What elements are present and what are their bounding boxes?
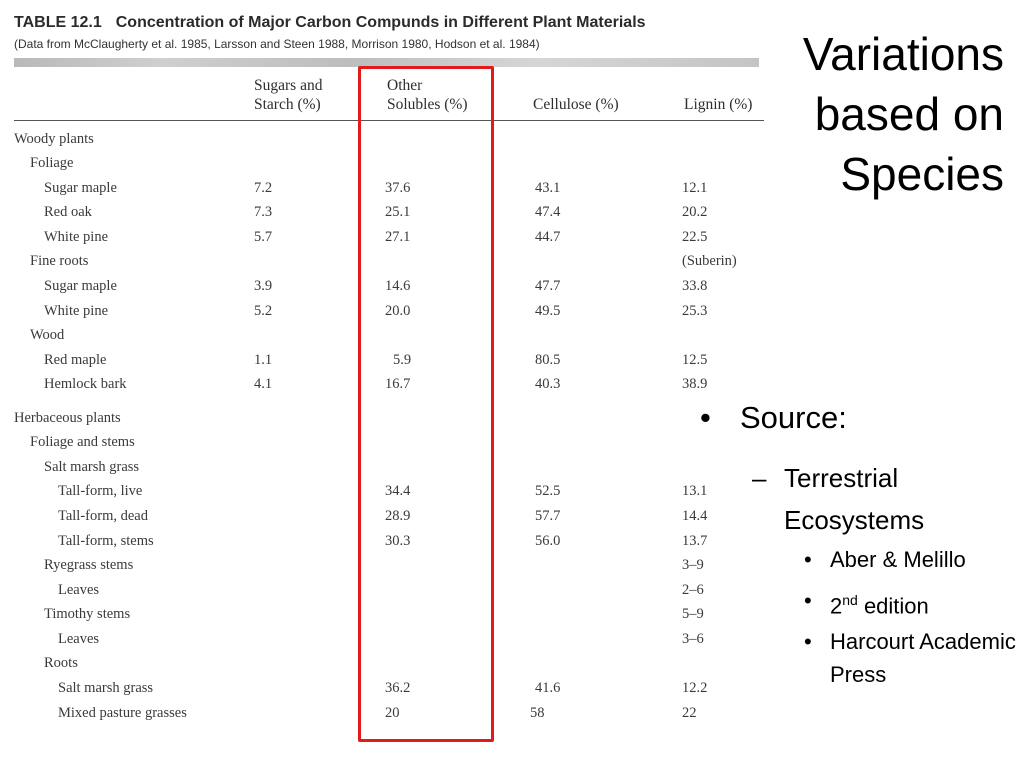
book-title: Terrestrial Ecosystems — [784, 463, 925, 535]
bullet-source — [700, 400, 847, 436]
slide-title-line3: Species — [840, 148, 1004, 200]
cell-cellulose: 40.3 — [535, 376, 561, 392]
cell-lignin: 14.4 — [682, 508, 708, 524]
cell-lignin: 22 — [682, 705, 697, 721]
cell-other-solubles: 36.2 — [385, 680, 411, 696]
bullet-source-label: Source: — [740, 400, 847, 435]
cell-lignin: 25.3 — [682, 303, 708, 319]
col-header-sugars-line2: Starch (%) — [254, 96, 321, 113]
cell-other-solubles: 37.6 — [385, 180, 411, 196]
row-label: White pine — [44, 229, 109, 245]
row-label: Tall-form, dead — [58, 508, 148, 524]
cell-cellulose: 41.6 — [535, 680, 561, 696]
col-header-other-line2: Solubles (%) — [387, 96, 468, 113]
table-title: Concentration of Major Carbon Compunds in Different Plant Materials — [115, 14, 646, 31]
cell-lignin: 3–9 — [682, 557, 704, 573]
publisher: Harcourt Academic Press — [830, 629, 1016, 687]
row-label: Timothy stems — [44, 606, 131, 622]
slide-title-line1: Variations — [802, 28, 1004, 80]
row-label: Foliage — [30, 155, 74, 171]
authors: Aber & Melillo — [830, 547, 966, 572]
cell-cellulose: 56.0 — [535, 533, 561, 549]
sub-sub-bullet-publisher — [804, 625, 1020, 691]
cell-cellulose: 47.7 — [535, 278, 561, 294]
cell-cellulose: 58 — [530, 705, 545, 721]
cell-other-solubles: 34.4 — [385, 483, 411, 499]
row-label: Hemlock bark — [44, 376, 127, 392]
cell-sugars-starch: 3.9 — [254, 278, 273, 294]
cell-other-solubles: 25.1 — [385, 204, 411, 220]
row-label: Salt marsh grass — [44, 459, 140, 475]
row-label: Herbaceous plants — [14, 410, 121, 426]
cell-lignin: 20.2 — [682, 204, 708, 220]
cell-other-solubles: 5.9 — [393, 352, 412, 368]
table-number: TABLE 12.1 — [14, 14, 102, 31]
cell-lignin: 38.9 — [682, 376, 708, 392]
row-label: Red oak — [44, 204, 92, 220]
cell-sugars-starch: 5.2 — [254, 303, 273, 319]
dash-marker: – — [752, 463, 767, 493]
row-label: Salt marsh grass — [58, 680, 154, 696]
cell-sugars-starch: 4.1 — [254, 376, 273, 392]
cell-cellulose: 80.5 — [535, 352, 561, 368]
cell-lignin: 2–6 — [682, 582, 704, 598]
cell-cellulose: 57.7 — [535, 508, 561, 524]
edition-word: edition — [857, 593, 929, 619]
row-label: Leaves — [58, 582, 100, 598]
bullet-marker: • — [700, 400, 711, 435]
cell-cellulose: 49.5 — [535, 303, 561, 319]
row-label: Sugar maple — [44, 180, 117, 196]
col-header-lignin: Lignin (%) — [684, 96, 753, 113]
row-label: Mixed pasture grasses — [58, 705, 187, 721]
cell-lignin: 13.1 — [682, 483, 708, 499]
bullet-marker: • — [804, 588, 812, 613]
cell-other-solubles: 30.3 — [385, 533, 411, 549]
slide-title-line2: based on — [814, 88, 1004, 140]
cell-other-solubles: 28.9 — [385, 508, 411, 524]
col-header-cellulose: Cellulose (%) — [533, 96, 619, 113]
sub-sub-bullet-edition — [804, 584, 1020, 622]
row-label: Roots — [44, 655, 78, 671]
cell-lignin: (Suberin) — [682, 253, 737, 269]
cell-cellulose: 52.5 — [535, 483, 561, 499]
row-label: Sugar maple — [44, 278, 117, 294]
row-label: Wood — [30, 327, 65, 343]
cell-cellulose: 47.4 — [535, 204, 561, 220]
col-header-sugars-line1: Sugars and — [254, 77, 323, 94]
row-label: Leaves — [58, 631, 100, 647]
cell-sugars-starch: 1.1 — [254, 352, 273, 368]
cell-lignin: 13.7 — [682, 533, 708, 549]
cell-lignin: 12.2 — [682, 680, 708, 696]
cell-other-solubles: 14.6 — [385, 278, 411, 294]
cell-lignin: 12.1 — [682, 180, 708, 196]
cell-lignin: 12.5 — [682, 352, 708, 368]
row-label: Ryegrass stems — [44, 557, 134, 573]
row-label: Tall-form, live — [58, 483, 143, 499]
sub-bullet-book — [752, 457, 984, 541]
cell-lignin: 33.8 — [682, 278, 708, 294]
cell-sugars-starch: 7.3 — [254, 204, 273, 220]
bullet-marker: • — [804, 629, 812, 654]
cell-cellulose: 43.1 — [535, 180, 561, 196]
col-header-other-line1: Other — [387, 77, 423, 94]
row-label: Foliage and stems — [30, 434, 135, 450]
edition-suffix: nd — [842, 592, 858, 608]
row-label: Fine roots — [30, 253, 89, 269]
cell-lignin: 3–6 — [682, 631, 704, 647]
cell-other-solubles: 16.7 — [385, 376, 411, 392]
row-label: Tall-form, stems — [58, 533, 154, 549]
cell-sugars-starch: 5.7 — [254, 229, 273, 245]
cell-cellulose: 44.7 — [535, 229, 561, 245]
row-label: Red maple — [44, 352, 107, 368]
edition — [830, 584, 1020, 622]
table-caption — [14, 14, 646, 32]
other-solubles-highlight-box — [358, 66, 494, 742]
col-header-sugars — [254, 76, 322, 114]
cell-lignin: 5–9 — [682, 606, 704, 622]
cell-lignin: 22.5 — [682, 229, 708, 245]
row-label: White pine — [44, 303, 109, 319]
edition-number: 2 — [830, 593, 843, 619]
cell-other-solubles: 20.0 — [385, 303, 411, 319]
bullet-marker: • — [804, 547, 812, 572]
row-label: Woody plants — [14, 131, 94, 147]
cell-sugars-starch: 7.2 — [254, 180, 273, 196]
slide-title — [754, 24, 1004, 204]
sub-sub-bullet-authors — [804, 543, 1020, 576]
cell-other-solubles: 20 — [385, 705, 400, 721]
cell-other-solubles: 27.1 — [385, 229, 411, 245]
table-source-line: (Data from McClaugherty et al. 1985, Larsson and Steen 1988, Morrison 1980, Hodson et al. 1984) — [14, 37, 540, 51]
